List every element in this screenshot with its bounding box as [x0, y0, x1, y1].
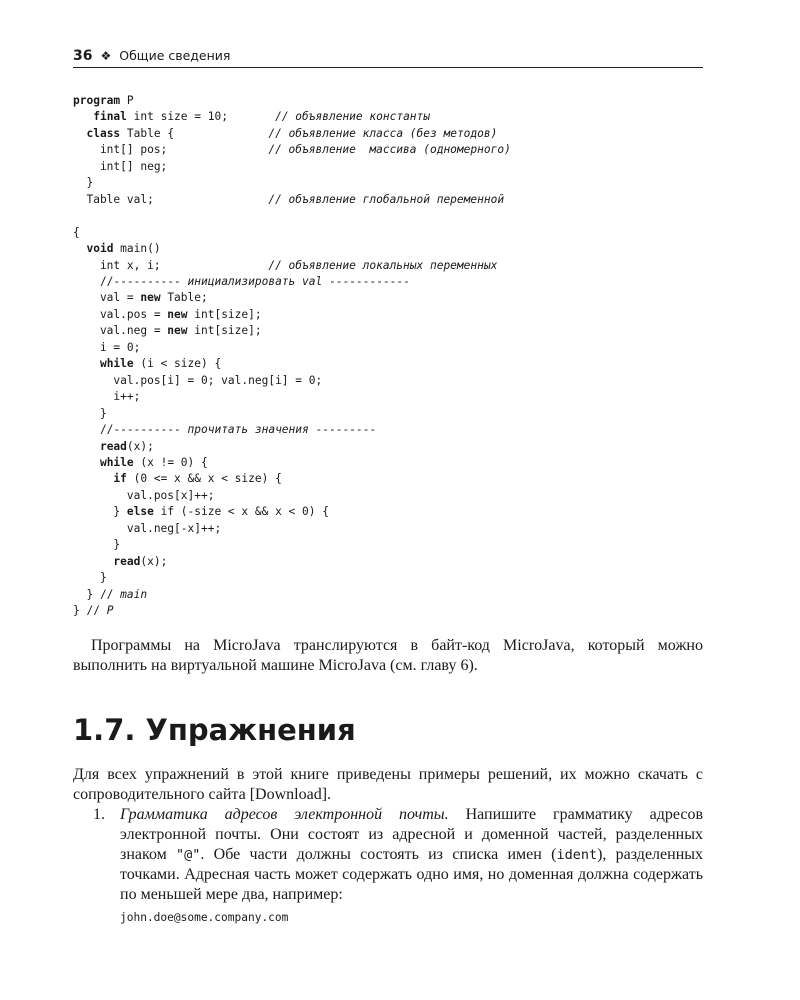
code-token: val.pos[i] = 0; val.neg[i] = 0;: [73, 373, 323, 387]
code-token: main: [120, 587, 148, 601]
code-token: int[] neg;: [73, 159, 168, 173]
code-token: [73, 357, 100, 370]
code-token: read: [113, 554, 141, 568]
code-token: i = 0;: [73, 340, 141, 354]
code-token: [73, 472, 113, 485]
code-token: if (-size < x && x < 0) {: [153, 505, 329, 519]
code-token: new: [167, 324, 188, 338]
code-token: //----------: [73, 274, 188, 288]
code-token: Table;: [160, 291, 208, 305]
code-token: // объявление глобальной переменной: [268, 192, 505, 206]
email-example: john.doe@some.company.com: [120, 910, 289, 924]
code-token: P: [106, 604, 114, 618]
code-token: [73, 555, 113, 568]
code-token: [73, 127, 86, 140]
code-token: program: [73, 94, 121, 107]
at-sign-code: "@": [176, 846, 201, 863]
code-token: new: [140, 291, 161, 305]
code-token: final: [93, 110, 127, 124]
code-token: void: [86, 242, 114, 256]
code-token: //----------: [73, 423, 188, 437]
code-token: int[size];: [187, 324, 262, 338]
code-token: else: [126, 505, 154, 519]
code-token: }: [73, 505, 127, 519]
code-token: Table val;: [73, 192, 269, 206]
code-token: while: [99, 357, 134, 371]
exercise-text: ), разделенных точками. Адресная часть может содержать одно имя, но доменная должна содержать по меньшей мере два, например:: [120, 845, 704, 903]
code-token: } //: [73, 604, 107, 618]
code-token: int[] pos;: [73, 143, 269, 157]
code-token: [73, 456, 100, 469]
code-token: if: [113, 472, 127, 486]
document-page: [73, 48, 703, 926]
section-heading: 1.7. Упражнения: [73, 712, 356, 747]
code-token: (x);: [140, 554, 168, 568]
code-token: class: [86, 126, 121, 140]
code-token: P: [120, 94, 134, 107]
page-number: 36: [73, 48, 93, 64]
code-token: инициализировать val: [187, 274, 323, 288]
chapter-title: Общие сведения: [119, 48, 231, 63]
exercise-number: 1.: [93, 805, 105, 823]
code-token: Table {: [120, 126, 269, 140]
exercise-term: Грамматика адресов электронной почты.: [120, 805, 449, 823]
ornament-icon: ❖: [100, 49, 112, 63]
exercise-list: [73, 805, 703, 905]
code-token: } //: [73, 587, 121, 601]
code-token: ------------: [322, 274, 410, 288]
code-token: // объявление константы: [275, 110, 431, 124]
code-token: // объявление массива (одномерного): [268, 143, 511, 157]
code-token: (0 <= x && x < size) {: [126, 472, 282, 486]
body-paragraph: Программы на MicroJava транслируются в байт-код MicroJava, который можно выполнить на виртуальной машине MicroJava (см. главу 6).: [73, 636, 703, 674]
code-token: val =: [73, 291, 141, 305]
code-token: val.neg =: [73, 324, 168, 338]
code-token: val.neg[-x]++;: [73, 521, 222, 535]
code-token: }: [73, 176, 94, 190]
intro-paragraph: Для всех упражнений в этой книге приведены примеры решений, их можно скачать с сопроводительного сайта [Download].: [73, 765, 703, 803]
code-token: [73, 242, 86, 255]
code-listing: [73, 93, 703, 620]
ident-code: ident: [556, 846, 598, 863]
code-token: // объявление локальных переменных: [268, 258, 498, 272]
code-token: main(): [113, 242, 161, 256]
code-token: (x);: [126, 439, 154, 453]
code-token: прочитать значения: [187, 423, 309, 437]
code-token: }: [73, 406, 107, 420]
exercise-text: Напишите грамматику адресов электронной почты. Они состоят из адресной и доменной частей, разделенных знаком: [120, 805, 703, 863]
code-token: }: [73, 538, 121, 552]
code-token: new: [167, 307, 188, 321]
code-token: int x, i;: [73, 258, 269, 272]
code-token: int[size];: [187, 307, 262, 321]
code-token: while: [99, 455, 134, 469]
code-token: i++;: [73, 390, 141, 404]
code-token: [73, 110, 93, 123]
exercise-text: . Обе части должны состоять из списка имен (: [200, 845, 557, 863]
code-token: {: [73, 225, 80, 239]
code-token: // объявление класса (без методов): [268, 126, 498, 140]
code-token: (i < size) {: [133, 357, 222, 371]
running-header: [73, 48, 703, 68]
code-token: val.pos =: [73, 307, 168, 321]
code-token: val.pos[x]++;: [73, 488, 215, 502]
exercise-item: [73, 805, 703, 905]
code-token: read: [99, 439, 127, 453]
code-token: (x != 0) {: [133, 455, 208, 469]
code-token: [73, 440, 100, 453]
code-token: }: [73, 571, 107, 585]
code-token: ---------: [308, 423, 377, 437]
code-token: int size = 10;: [126, 110, 276, 124]
